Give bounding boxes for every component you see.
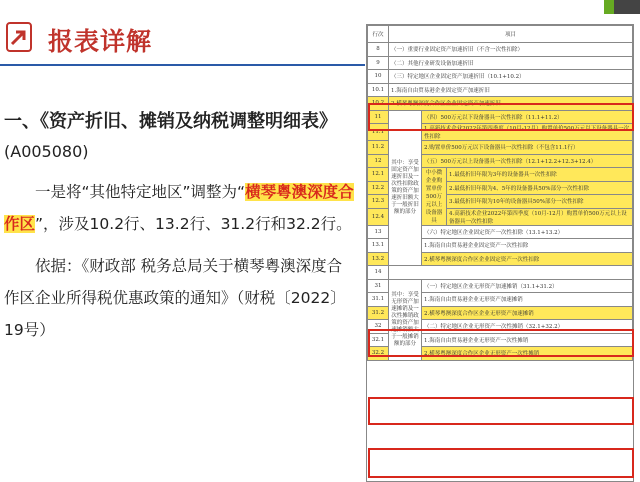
row-item: （四）500万元以下设备器具一次性扣除（11.1+11.2） <box>422 110 633 124</box>
col-header-item: 项目 <box>389 26 633 43</box>
row-item: （一）重要行业固定资产加速折旧（不含一次性扣除） <box>389 43 633 57</box>
row-number: 12.2 <box>368 181 389 195</box>
row-item: 1.海南自由贸易港企业无形资产加速摊销 <box>422 293 633 307</box>
row-number: 13 <box>368 225 389 239</box>
row-item: （一）特定地区企业无形资产加速摊销（31.1+31.2） <box>422 279 633 293</box>
highlight-region: 横琴粤澳深度合作区 <box>4 183 354 233</box>
row-item: （六）特定地区企业固定资产一次性扣除（13.1+13.2） <box>422 225 633 239</box>
row-item: 2.横琴粤澳深度合作区企业无形资产一次性摊销 <box>422 347 633 361</box>
group-label-sme: 中小微企业购置单价500万元以上设备器具 <box>422 168 447 226</box>
row-item: 2.横琴粤澳深度合作区企业固定资产加速折旧 <box>389 97 633 111</box>
row-number: 11 <box>368 110 389 124</box>
row-item: 1.海南自由贸易港企业固定资产加速折旧 <box>389 83 633 97</box>
row-item: （二）特定地区企业无形资产一次性摊销（32.1+32.2） <box>422 320 633 334</box>
row-number: 12.1 <box>368 168 389 182</box>
app-icon <box>604 0 614 14</box>
col-header-row: 行次 <box>368 26 389 43</box>
detail-table <box>367 25 633 361</box>
row-item: 4.高新技术企业2022年第四季度（10月-12月）购置单价500万元以上设备器具一次性扣除 <box>447 208 633 225</box>
row-number: 14 <box>368 266 389 280</box>
row-number: 10 <box>368 70 389 84</box>
row-number: 31.2 <box>368 306 389 320</box>
arrow-logo-icon <box>6 22 32 52</box>
row-item: 1.海南自由贸易港企业无形资产一次性摊销 <box>422 333 633 347</box>
slide-title: 报表详解 <box>48 27 153 56</box>
red-highlight-box-10-2 <box>368 103 634 131</box>
slide-title-bar <box>0 18 365 66</box>
title-underline <box>0 64 365 66</box>
paragraph-basis: 依据：《财政部 税务总局关于横琴粤澳深度合作区企业所得税优惠政策的通知》（财税〔2022〕19号） <box>4 257 346 339</box>
row-number: 8 <box>368 43 389 57</box>
group-label-intangibles: 其中：享受无形资产加速摊销及一次性摊销政策的资产加速摊销额大于一般摊销额的部分 <box>389 279 422 360</box>
row-item: 1.海南自由贸易港企业固定资产一次性扣除 <box>422 239 633 253</box>
row-item: 2.横琴粤澳深度合作区企业固定资产一次性扣除 <box>422 252 633 266</box>
row-item: 2.最低折旧年限为4、5年的设备器具50%部分一次性扣除 <box>447 181 633 195</box>
para1-prefix: 一是将“其他特定地区”调整为“ <box>35 183 246 201</box>
row-number: 31.1 <box>368 293 389 307</box>
paragraph-change <box>4 176 356 240</box>
form-code: (A005080) <box>4 142 89 161</box>
row-number: 11.1 <box>368 124 389 141</box>
explanation-text <box>4 108 356 346</box>
table-row <box>368 43 633 57</box>
row-item: 3.最低折旧年限为10年的设备器具50%部分一次性扣除 <box>447 195 633 209</box>
red-highlight-box-13-2 <box>368 329 634 357</box>
row-item: （五）500万元以上设备器具一次性扣除（12.1+12.2+12.3+12.4） <box>422 154 633 168</box>
table-row <box>368 279 633 293</box>
row-item: （三）特定地区企业固定资产加速折旧（10.1+10.2） <box>389 70 633 84</box>
row-number: 9 <box>368 56 389 70</box>
red-highlight-box-32-2 <box>368 448 634 478</box>
row-item: 2.购置单价500万元以下设备器具一次性扣除（不包含11.1行） <box>422 141 633 155</box>
table-row <box>368 70 633 84</box>
red-highlight-box-31-2 <box>368 397 634 425</box>
row-number: 10.2 <box>368 97 389 111</box>
row-number: 13.1 <box>368 239 389 253</box>
row-item <box>389 266 633 280</box>
row-number: 11.2 <box>368 141 389 155</box>
para1-suffix: ”，涉及10.2行、13.2行、31.2行和32.2行。 <box>35 215 352 233</box>
group-label-fixed-assets: 其中：享受固定资产加速折旧及一次性扣除政策的资产加速折旧额大于一般折旧额的部分 <box>389 110 422 266</box>
row-item: （二）其他行业研发设备加速折旧 <box>389 56 633 70</box>
row-item: 2.横琴粤澳深度合作区企业无形资产加速摊销 <box>422 306 633 320</box>
row-number: 32.1 <box>368 333 389 347</box>
row-number: 32.2 <box>368 347 389 361</box>
table-row <box>368 56 633 70</box>
row-number: 12.3 <box>368 195 389 209</box>
row-number: 12 <box>368 154 389 168</box>
row-number: 12.4 <box>368 208 389 225</box>
row-item: 1.最低折旧年限为3年的设备器具一次性扣除 <box>447 168 633 182</box>
table-row <box>368 83 633 97</box>
row-item: 1.高新技术企业2022年第四季度（10月-12月）购置单价500万元以下设备器具一次性扣除 <box>422 124 633 141</box>
row-number: 13.2 <box>368 252 389 266</box>
row-number: 10.1 <box>368 83 389 97</box>
table-row <box>368 266 633 280</box>
row-number: 31 <box>368 279 389 293</box>
row-number: 32 <box>368 320 389 334</box>
section-heading: 一、《资产折旧、摊销及纳税调整明细表》 <box>4 111 337 132</box>
